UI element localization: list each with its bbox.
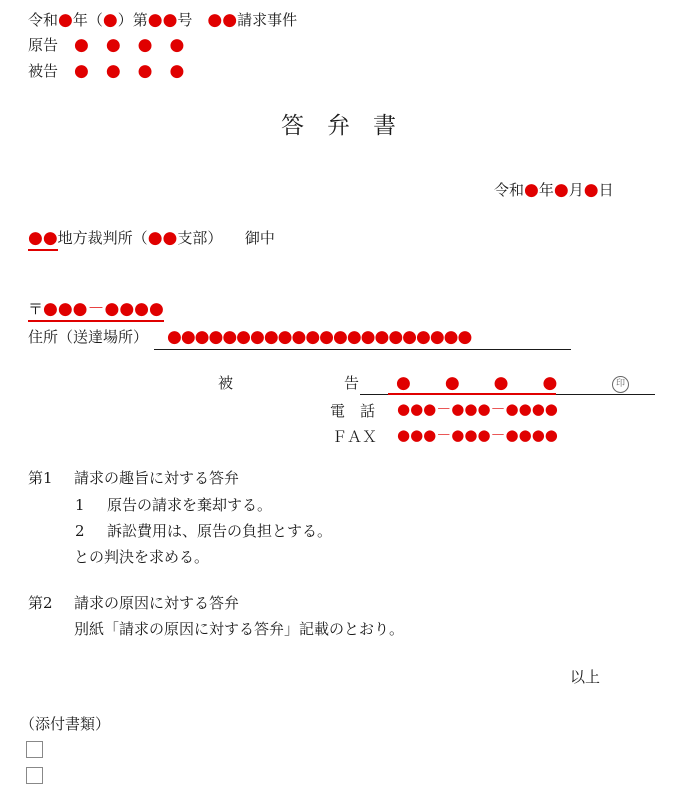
section1-item-2 [75, 522, 332, 541]
signature-line [360, 374, 655, 395]
fax-placeholder-dots: ●●●－●●●－●●●● [397, 426, 558, 444]
postal-code-line [28, 300, 164, 322]
section1-item-2-number: 2 [75, 522, 85, 540]
plaintiff-placeholder-dots: ● ● ● ● [74, 35, 185, 55]
postal-code-underlined: 〒●●●－●●●● [28, 300, 164, 322]
section1-item-1-number: 1 [75, 496, 85, 514]
seal-icon: 印 [612, 376, 629, 393]
section2-heading-text: 請求の原因に対する答弁 [74, 594, 240, 612]
attachments-label: （添付書類） [20, 715, 111, 733]
section1-item-1-text: 原告の請求を棄却する。 [107, 496, 273, 514]
document-title: 答 弁 書 [281, 113, 396, 139]
signature-red-underline [388, 393, 556, 395]
signature-defendant-char2: 告 [344, 374, 360, 392]
section2-heading [28, 594, 239, 613]
section1-heading [28, 469, 239, 488]
case-number-line: 令和●年（●）第●●号 ●●請求事件 [28, 10, 298, 30]
section1-heading-text: 請求の趣旨に対する答弁 [74, 469, 240, 487]
section1-item-1 [75, 496, 272, 515]
phone-label: 電 話 [330, 402, 376, 420]
section1-item-2-text: 訴訟費用は、原告の負担とする。 [107, 522, 333, 540]
defendant-placeholder-dots: ● ● ● ● [74, 61, 185, 81]
section2-number: 第2 [28, 594, 53, 612]
court-line: ●●地方裁判所（●●支部） 御中 [28, 229, 275, 248]
phone-placeholder-dots: ●●●－●●●－●●●● [397, 400, 558, 418]
fax-label: ＦＡＸ [332, 428, 378, 446]
closing-mark: 以上 [570, 668, 601, 686]
section1-closing: との判決を求める。 [74, 548, 210, 566]
plaintiff-line [28, 36, 184, 55]
address-label: 住所（送達場所） [28, 328, 149, 346]
section2-body: 別紙「請求の原因に対する答弁」記載のとおり。 [74, 620, 405, 638]
plaintiff-label: 原告 [28, 36, 59, 54]
attachment-checkbox-2 [26, 767, 43, 784]
signature-placeholder-dots: ● ● ● ● [396, 373, 558, 393]
address-line [28, 328, 571, 350]
signature-defendant-char1: 被 [218, 374, 234, 392]
defendant-label: 被告 [28, 62, 59, 80]
defendant-line [28, 62, 184, 81]
attachment-checkbox-1 [26, 741, 43, 758]
date-line: 令和●年●月●日 [494, 180, 614, 200]
address-placeholder-dots: ●●●●●●●●●●●●●●●●●●●●●● [167, 327, 472, 347]
section1-number: 第1 [28, 469, 53, 487]
address-fill-line [154, 328, 571, 350]
